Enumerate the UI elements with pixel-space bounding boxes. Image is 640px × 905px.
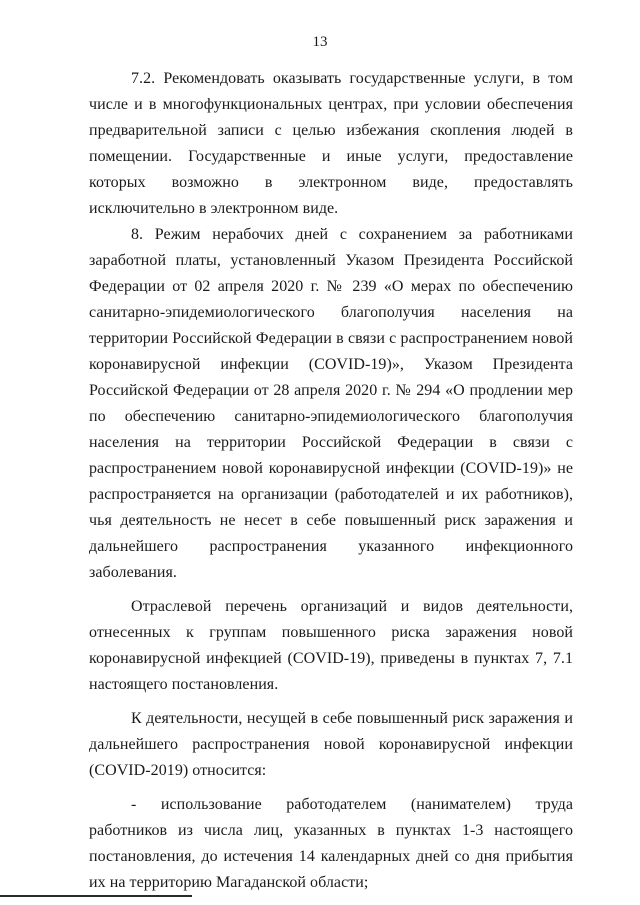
paragraph-7-2: 7.2. Рекомендовать оказывать государственные услуги, в том числе и в многофункциональных центрах, при условии обеспечения предварительной записи с целью избежания скопления людей в помещении. Государственные и иные услуги, предоставление которых возможно в электронном виде, предоставлять исключительно в электронном виде. — [89, 70, 573, 217]
paragraph-high-risk-item: - использование работодателем (нанимателем) труда работников из числа лиц, указанных в пунктах 1-3 настоящего постановления, до истечения 14 календарных дней со дня прибытия их на территорию Магаданской области; — [89, 796, 573, 891]
page-number: 13 — [312, 34, 328, 50]
footer-divider — [0, 895, 192, 897]
paragraph-sector-list: Отраслевой перечень организаций и видов деятельности, отнесенных к группам повышенного риска заражения новой коронавирусной инфекцией (COVID-19), приведены в пунктах 7, 7.1 настоящего постановления. — [89, 598, 573, 693]
paragraph-high-risk-intro: К деятельности, несущей в себе повышенный риск заражения и дальнейшего распространения новой коронавирусной инфекции (COVID-2019) относится: — [89, 710, 573, 779]
document-body — [89, 66, 573, 896]
paragraph-8: 8. Режим нерабочих дней с сохранением за работниками заработной платы, установленный Указом Президента Российской Федерации от 02 апреля 2020 г. № 239 «О мерах по обеспечению санитарно-эпидемиологического благополучия населения на территории Российской Федерации в связи с распространением новой коронавирусной инфекции (COVID-19)», Указом Президента Российской Федерации от 28 апреля 2020 г. № 294 «О продлении мер по обеспечению санитарно-эпидемиологического благополучия населения на территории Российской Федерации в связи с распространением новой коронавирусной инфекции (COVID-19)» не распространяется на организации (работодателей и их работников), чья деятельность не несет в себе повышенный риск заражения и дальнейшего распространения указанного инфекционного заболевания. — [89, 226, 573, 581]
